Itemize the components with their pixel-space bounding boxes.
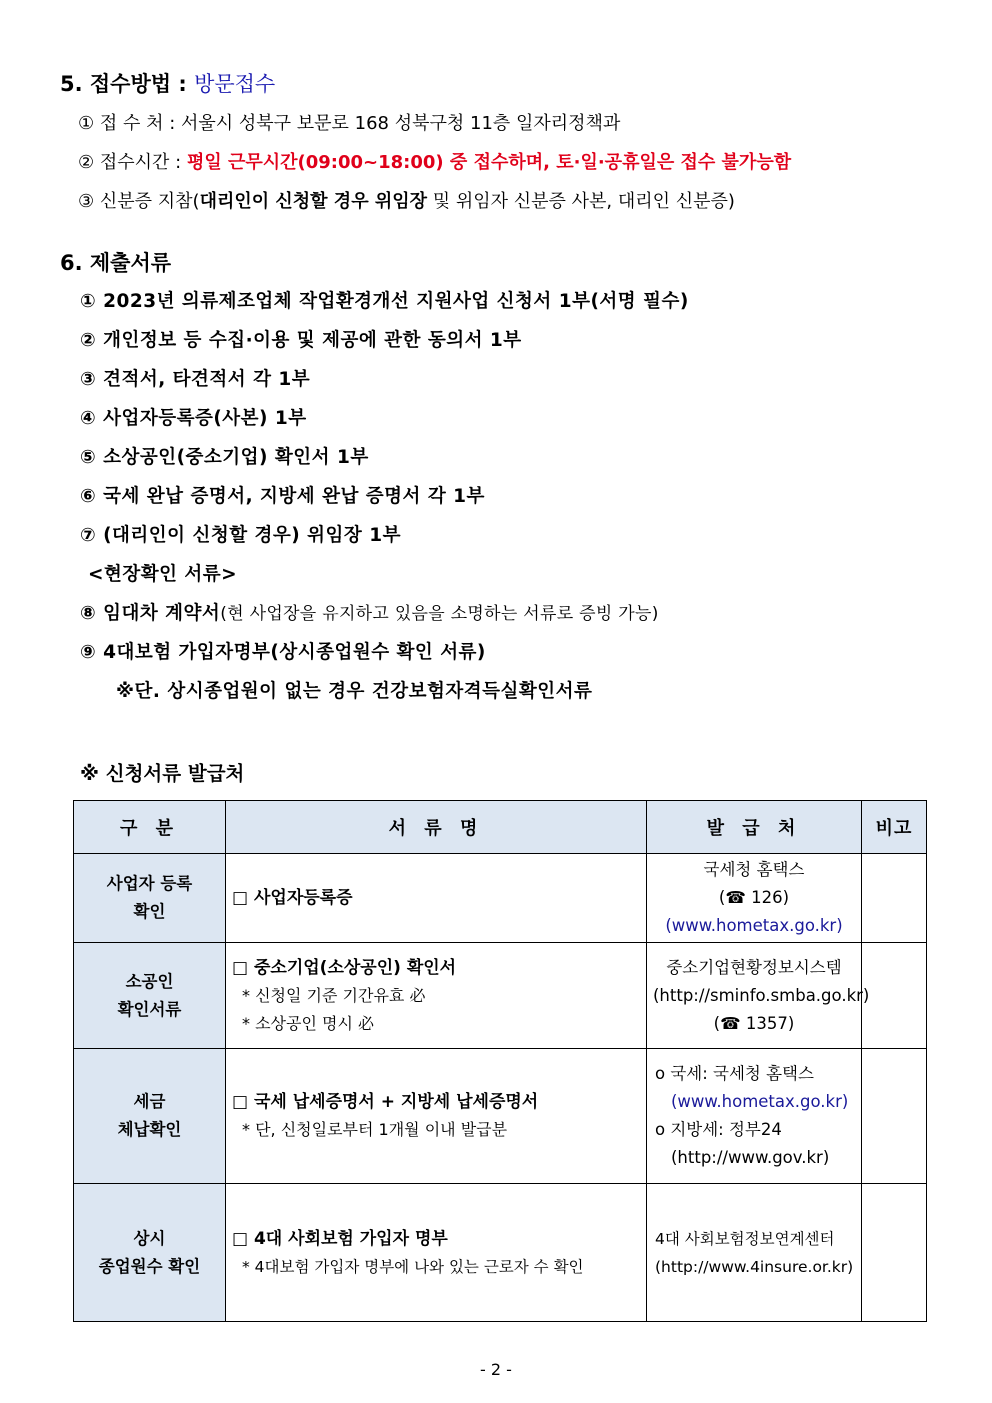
row-category	[74, 943, 226, 1049]
row-issuer	[647, 854, 862, 943]
category-line: 체납확인	[117, 1120, 182, 1139]
table-row	[74, 1049, 927, 1184]
item-label: 신분증 지참(	[99, 191, 200, 212]
document-note: * 신청일 기준 기간유효 必	[242, 985, 426, 1005]
document-name: □ 중소기업(소상공인) 확인서	[232, 957, 457, 978]
section-5-item-2	[78, 148, 791, 174]
row-issuer	[647, 1049, 862, 1184]
issuer-line: o 지방세: 정부24	[655, 1120, 782, 1139]
header-category: 구 분	[74, 801, 226, 854]
issuer-url: (http://www.4insure.or.kr)	[655, 1257, 854, 1276]
doc-item-4: ④ 사업자등록증(사본) 1부	[80, 408, 307, 429]
issuer-line: 국세청 홈택스	[703, 860, 805, 879]
header-document: 서 류 명	[226, 801, 647, 854]
issuer-line: o 국세: 국세청 홈택스	[655, 1064, 814, 1083]
section-6-title: 6. 제출서류	[60, 251, 172, 275]
item-num: ①	[78, 113, 95, 134]
document-name: □ 4대 사회보험 가입자 명부	[232, 1228, 448, 1249]
row-issuer	[647, 943, 870, 1049]
doc-item-8	[80, 599, 659, 625]
item-label: 접 수 처 :	[99, 113, 181, 134]
category-line: 종업원수 확인	[98, 1256, 201, 1276]
issuer-url: (http://www.gov.kr)	[671, 1148, 830, 1167]
doc-item-2: ② 개인정보 등 수집·이용 및 제공에 관한 동의서 1부	[80, 330, 522, 351]
document-name: □ 사업자등록증	[232, 888, 353, 908]
row-remarks	[862, 854, 927, 943]
doc-item-5: ⑤ 소상공인(중소기업) 확인서 1부	[80, 447, 369, 468]
row-category	[74, 1184, 226, 1322]
issuer-table	[73, 800, 927, 1322]
doc-item-7: ⑦ (대리인이 신청할 경우) 위임장 1부	[80, 525, 401, 546]
issuer-url: (www.hometax.go.kr)	[671, 1092, 849, 1111]
doc-item-8-title: ⑧ 임대차 계약서	[80, 603, 221, 624]
category-line: 확인	[133, 902, 166, 921]
section-5-item-3	[78, 187, 735, 213]
row-document	[226, 854, 647, 943]
issuer-section-title: ※ 신청서류 발급처	[80, 762, 245, 785]
issuer-url: (www.hometax.go.kr)	[665, 916, 843, 935]
doc-item-3: ③ 견적서, 타견적서 각 1부	[80, 369, 311, 390]
row-category	[74, 1049, 226, 1184]
row-remarks	[862, 1184, 927, 1322]
issuer-phone: (☎ 126)	[718, 888, 790, 907]
item-num: ②	[78, 152, 95, 173]
category-line: 사업자 등록	[106, 874, 193, 893]
section-5-method: 방문접수	[194, 72, 276, 96]
issuer-line: 4대 사회보험정보연계센터	[655, 1229, 835, 1248]
doc-item-1: ① 2023년 의류제조업체 작업환경개선 지원사업 신청서 1부(서명 필수)	[80, 291, 689, 312]
category-line: 소공인	[125, 971, 174, 991]
doc-item-9: ⑨ 4대보험 가입자명부(상시종업원수 확인 서류)	[80, 642, 486, 663]
table-row	[74, 854, 927, 943]
item-num: ③	[78, 191, 95, 212]
issuer-url: (http://sminfo.smba.go.kr)	[653, 985, 870, 1005]
category-line: 상시	[133, 1228, 166, 1248]
issuer-line: 중소기업현황정보시스템	[666, 957, 842, 977]
row-document	[226, 1184, 647, 1322]
document-note: * 단, 신청일로부터 1개월 이내 발급분	[242, 1120, 508, 1139]
row-issuer	[647, 1184, 862, 1322]
table-header-row	[74, 801, 927, 854]
document-note: * 소상공인 명시 必	[242, 1013, 374, 1033]
row-remarks	[862, 943, 927, 1049]
section-5-heading: 5. 접수방법 :	[60, 72, 195, 96]
row-remarks	[862, 1049, 927, 1184]
document-name: □ 국세 납세증명서 + 지방세 납세증명서	[232, 1092, 539, 1112]
issuer-phone: (☎ 1357)	[713, 1013, 795, 1033]
table-row	[74, 1184, 927, 1322]
item-text: 및 위임자 신분증 사본, 대리인 신분증)	[427, 191, 735, 212]
category-line: 세금	[133, 1092, 166, 1111]
row-category	[74, 854, 226, 943]
section-5-item-1	[78, 109, 620, 135]
doc-item-6: ⑥ 국세 완납 증명서, 지방세 완납 증명서 각 1부	[80, 486, 485, 507]
table-row	[74, 943, 927, 1049]
section-5-title	[60, 68, 275, 98]
header-remarks: 비고	[862, 801, 927, 854]
row-document	[226, 1049, 647, 1184]
doc-item-9-note: ※단. 상시종업원이 없는 경우 건강보험자격득실확인서류	[116, 681, 593, 702]
document-note: * 4대보험 가입자 명부에 나와 있는 근로자 수 확인	[242, 1257, 584, 1276]
page-number: - 2 -	[480, 1360, 512, 1379]
item-label: 접수시간 :	[99, 152, 187, 173]
category-line: 확인서류	[117, 999, 182, 1019]
header-issuer: 발 급 처	[647, 801, 862, 854]
item-text-highlight: 평일 근무시간(09:00~18:00) 중 접수하며, 토·일·공휴일은 접수 불가능함	[186, 152, 792, 173]
doc-item-8-note: (현 사업장을 유지하고 있음을 소명하는 서류로 증빙 가능)	[220, 604, 659, 624]
row-document	[226, 943, 647, 1049]
item-bold: 대리인이 신청할 경우 위임장	[199, 191, 428, 212]
item-text: 서울시 성북구 보문로 168 성북구청 11층 일자리정책과	[181, 113, 621, 134]
site-check-header: <현장확인 서류>	[88, 564, 238, 585]
